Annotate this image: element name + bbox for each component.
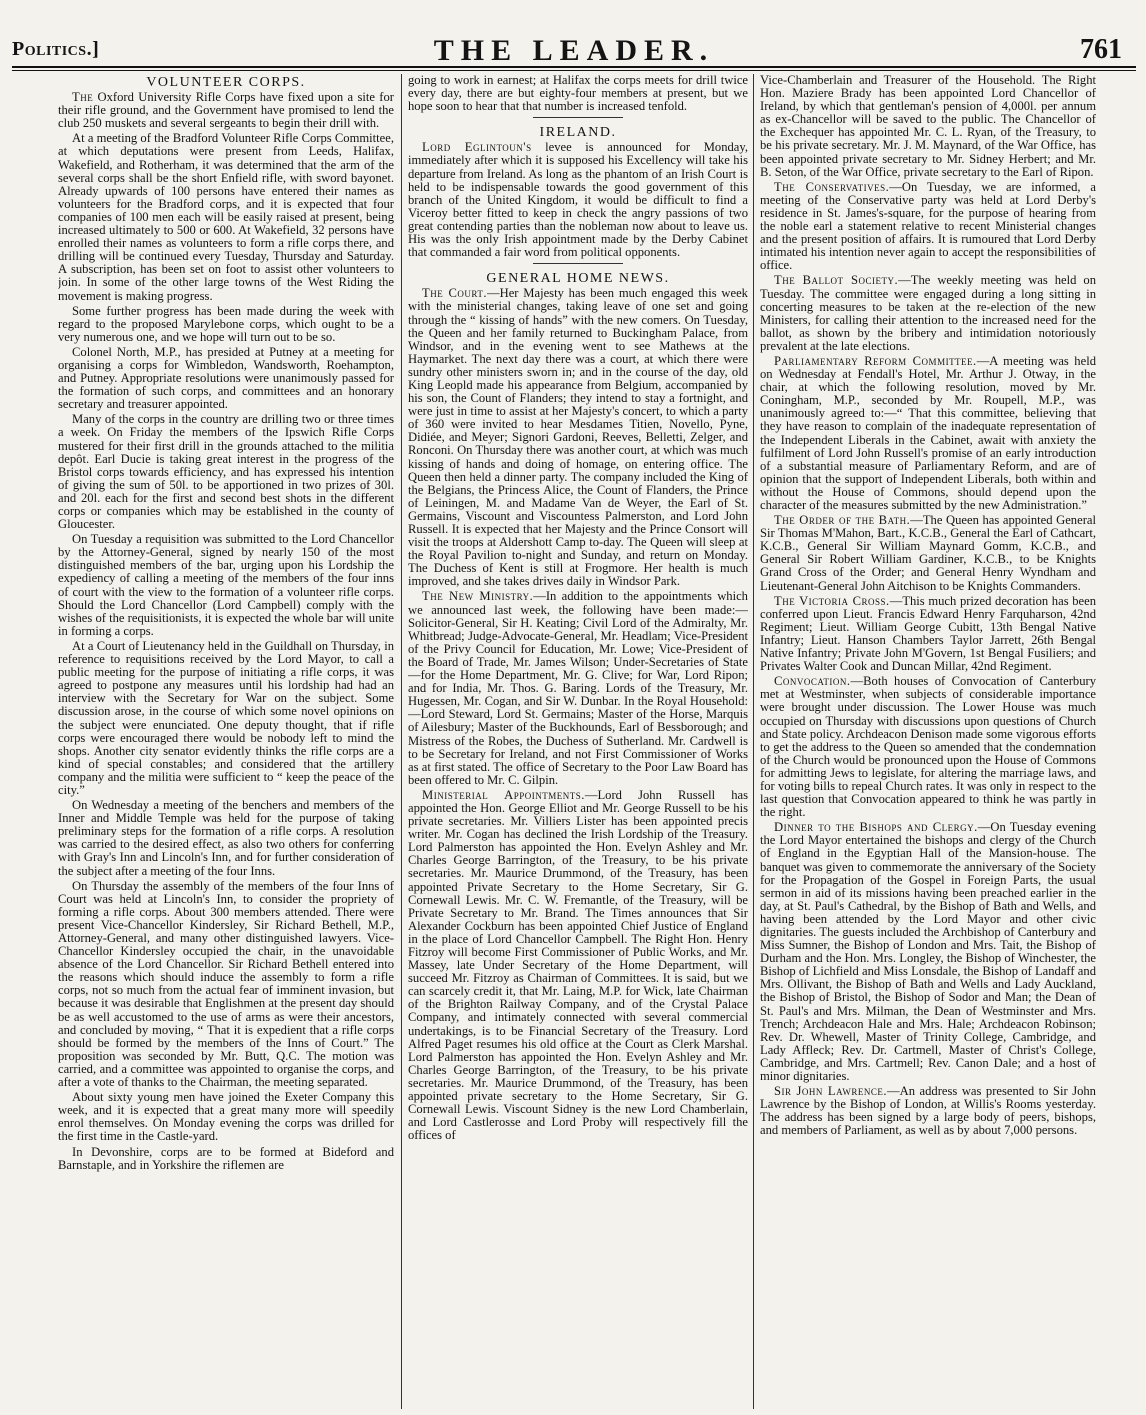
paragraph-lead: The Conservatives. xyxy=(774,179,890,194)
section-label: Politics.] xyxy=(12,38,100,60)
article-paragraph xyxy=(760,1085,1096,1137)
article-paragraph xyxy=(760,821,1096,1083)
masthead-rule-thin xyxy=(12,70,1136,71)
article-paragraph xyxy=(58,413,394,531)
section-heading: VOLUNTEER CORPS. xyxy=(146,75,306,90)
article-paragraph xyxy=(58,305,394,344)
article-paragraph xyxy=(760,74,1096,179)
paragraph-text: —In addition to the appointments which we announced last week, the following have been made:—Solicitor-General, Sir H. Keating; Civil Lord of the Admiralty, Mr. Whitbread; Judge-Advocate-General, Mr. Headlam; Vice-President of the Privy Council for Education, Mr. Lowe; Vice-President of the Board of Trade, Mr. James Wilson; Under-Secretaries of State—for the Home Department, Mr. G. Clive; for War, Lord Ripon; and for India, Mr. Thos. G. Baring. Lords of the Treasury, Mr. Hugessen, Mr. Cogan, and Sir W. Dunbar. In the Royal Household:—Lord Steward, Lord St. Germains; Master of the Horse, Marquis of Ailesbury; Master of the Buckhounds, Earl of Bessborough; and Mistress of the Robes, the Duchess of Sutherland. Mr. Cardwell is to be Secretary for Ireland, and not First Commissioner of Works as at first stated. The office of Secretary to the Poor Law Board has been offered to Mr. C. Gilpin. xyxy=(408,589,748,787)
paragraph-text: About sixty young men have joined the Exeter Company this week, and it is expected that a great many more will speedily enrol themselves. On Monday evening the corps was drilled for the first time in the Castle-yard. xyxy=(58,1090,394,1144)
paragraph-text: Colonel North, M.P., has presided at Putney at a meeting for organising a corps for Wimbledon, Wandsworth, Roehampton, and Putney. Appropriate resolutions were unanimously passed for the formation of such corps, and committees and an honorary secretary and treasurer appointed. xyxy=(58,344,394,412)
paragraph-text: —An address was presented to Sir John Lawrence by the Bishop of London, at Willis's Rooms yesterday. The address has been signed by a large body of peers, bishops, and members of Parliament, as well as by about 7,000 persons. xyxy=(760,1084,1096,1138)
paragraph-lead: The Ballot Society. xyxy=(774,273,899,288)
masthead xyxy=(12,6,1136,67)
article-paragraph xyxy=(58,533,394,638)
paragraph-lead: The Order of the Bath. xyxy=(774,513,911,528)
article-paragraph xyxy=(408,74,748,113)
paragraph-text: —Lord John Russell has appointed the Hon. George Elliot and Mr. George Russell to be his private secretaries. Mr. Villiers Lister has been appointed precis writer. Mr. Cogan has declined the Irish Lordship of the Treasury. Lord Palmerston has appointed the Hon. Evelyn Ashley and Mr. Charles George Barrington, of the Treasury, to be his private secretaries. Mr. Maurice Drummond, of the Treasury, has been appointed Private Secretary to the Home Secretary, Sir G. Cornewall Lewis. Mr. C. W. Fremantle, of the Treasury, will be Private Secretary to Mr. Brand. The Times announces that Sir Alexander Cockburn has been appointed Chief Justice of England in the place of Lord Chancellor Campbell. The Right Hon. Henry Fitzroy will become First Commissioner of Public Works, and Mr. Massey, late Under Secretary of the Home Department, will succeed Mr. Fitzroy as Chairman of Committees. It is said, but we can scarcely credit it, that Mr. Laing, M.P. for Wick, late Chairman of the Brighton Railway Company, and of the Crystal Palace Company, and intimately connected with several commercial undertakings, is to be Financial Secretary of the Treasury. Lord Alfred Paget resumes his old office at the Court as Clerk Marshal. Lord Palmerston has appointed the Hon. Evelyn Ashley and Mr. Charles George Barrington, of the Treasury, to be his private secretaries. Mr. Maurice Drummond, of the Treasury, has been appointed private secretary to the Home Secretary, Sir G. Cornewall Lewis. Viscount Sidney is the new Lord Chamberlain, and Lord Castlerosse and Lord Proby will respectively fill the offices of xyxy=(408,787,748,1143)
paragraph-text: —The Queen has appointed General Sir Thomas M'Mahon, Bart., K.C.B., General the Earl of Cathcart, K.C.B., General Sir William Maynard Gomm, K.C.B., and General Sir Robert William Gardiner, K.C.B., to be Knights Grand Cross of the Order; and General Henry Wyndham and Lieutenant-General John Aitchison to be Knights Commanders. xyxy=(760,513,1096,593)
paragraph-lead: Sir John Lawrence. xyxy=(774,1084,888,1099)
paragraph-text: In Devonshire, corps are to be formed at Bideford and Barnstaple, and in Yorkshire the riflemen are xyxy=(58,1144,394,1172)
article-paragraph xyxy=(760,595,1096,674)
article-paragraph xyxy=(58,880,394,1090)
paragraph-lead: The xyxy=(72,90,94,105)
article-paragraph xyxy=(58,132,394,302)
article-paragraph xyxy=(408,789,748,1143)
paragraph-text: On Thursday the assembly of the members of the four Inns of Court was held at Lincoln's Inn, to consider the propriety of forming a rifle corps. About 300 members attended. There were present Vice-Chancellor Kindersley, Sir Richard Bethell, M.P., Attorney-General, and many other distinguished lawyers. Vice-Chancellor Kindersley occupied the chair, in the unavoidable absence of the Lord Chancellor. Sir Richard Bethell entered into the reasons which should induce the assembly to form a rifle corps, not so much from the actual fear of imminent invasion, but because it was desirable that Englishmen at the present day should be as well accustomed to the use of arms as were their ancestors, and concluded by moving, “ That it is expedient that a rifle corps should be formed by the members of the Inns of Court.” The proposition was seconded by Mr. Butt, Q.C. The motion was carried, and a committee was appointed to organise the corps, and after a vote of thanks to the Chairman, the meeting separated. xyxy=(58,878,394,1090)
column-3 xyxy=(760,74,1096,1409)
paragraph-lead: The New Ministry. xyxy=(422,589,534,604)
paragraph-text: At a Court of Lieutenancy held in the Guildhall on Thursday, in reference to requisitions received by the Lord Mayor, to call a public meeting for the purpose of initiating a rifle corps, it was agreed to postpone any measures until his lordship had had an interview with the Secretary for War on the subject. Some discussion arose, in the course of which some novel opinions on the subject were enunciated. One deputy thought, that if rifle corps were encouraged there would be nobody left to mind the shops. Another city senator evidently thinks the rifle corps are a kind of special constables; and considered that the artillery company and the militia were sufficient to “ keep the peace of the city.” xyxy=(58,638,394,797)
paragraph-text: Many of the corps in the country are drilling two or three times a week. On Friday the members of the Ipswich Rifle Corps mustered for their first drill in the grounds attached to the militia depôt. Earl Ducie is taking great interest in the progress of the Bristol corps towards efficiency, and has expressed his intention of giving the sum of 50l. to be apportioned in two prizes of 30l. and 20l. each for the first and second best shots in the different corps or companies which may be established in the county of Gloucester. xyxy=(58,412,394,532)
paragraph-text: —On Tuesday evening the Lord Mayor entertained the bishops and clergy of the Church of England in the Egyptian Hall of the Mansion-house. The banquet was given to commemorate the anniversary of the Society for the Propagation of the Gospel in Foreign Parts, the usual sermon in aid of its missions having been preached earlier in the day, at St. Paul's Cathedral, by the Bishop of Bath and Wells, and having been attended by the Lord Mayor and other civic dignitaries. The guests included the Archbishop of Canterbury and Miss Sumner, the Bishop of London and Mrs. Tait, the Bishop of Durham and the Hon. Mrs. Longley, the Bishop of Winchester, the Bishop of Lichfield and Miss Lonsdale, the Bishop of Landaff and Mrs. Ollivant, the Bishop of Bath and Wells and Lady Auckland, the Bishop of Bristol, the Bishop of Sodor and Man; the Dean of St. Paul's and Mrs. Milman, the Dean of Westminster and Mrs. Trench; Archdeacon Hale and Mrs. Hale; Archdeacon Robinson; Rev. Dr. Whewell, Master of Trinity College, Cambridge, and Lady Affleck; Rev. Dr. Cartmell, Master of Christ's College, Cambridge, and Mrs. Cartmell; Rev. Canon Dale; and a host of minor dignitaries. xyxy=(760,820,1096,1084)
section-heading: GENERAL HOME NEWS. xyxy=(486,271,670,287)
article-paragraph xyxy=(760,355,1096,512)
article-paragraph xyxy=(58,346,394,411)
newspaper-title: THE LEADER. xyxy=(433,34,715,67)
page-number: 761 xyxy=(1080,34,1122,65)
paragraph-text: At a meeting of the Bradford Volunteer Rifle Corps Committee, at which deputations were present from Leeds, Halifax, Wakefield, and Rotherham, it was determined that the arm of the several corps shall be the short Enfield rifle, with sword bayonet. Already upwards of 100 persons have entered their names as volunteers for the Bradford corps, and it is expected that four companies of 100 men each will be easily raised at present, being increased ultimately to 500 or 600. At Wakefield, 32 persons have enrolled their names as volunteers to form a rifle corps there, and drilling will be continued every Tuesday, Thursday and Saturday. A subscription, has been set on foot to assist other volunteers to join. In some of the other large towns of the West Riding the movement is making progress. xyxy=(58,131,394,303)
article-paragraph xyxy=(760,675,1096,819)
heading-rule xyxy=(533,263,623,264)
article-paragraph xyxy=(58,640,394,797)
paragraph-lead: Ministerial Appointments. xyxy=(422,787,585,802)
paragraph-text: going to work in earnest; at Halifax the corps meets for drill twice every day, there are but eighty-four members at present, but we hope soon to hear that that number is increased tenfold. xyxy=(408,74,748,114)
article-paragraph xyxy=(760,274,1096,353)
article-paragraph xyxy=(58,91,394,130)
paragraph-text: Vice-Chamberlain and Treasurer of the Household. The Right Hon. Maziere Brady has been appointed Lord Chancellor of Ireland, by which that gentleman's pension of 4,000l. per annum as ex-Chancellor will be saved to the public. The Chancellor of the Exchequer has appointed Mr. C. L. Ryan, of the Treasury, to be his private secretary. Mr. J. M. Maynard, of the War Office, has been appointed private secretary to Mr. Sidney Herbert; and Mr. B. Seton, of the War Office, private secretary to the Earl of Ripon. xyxy=(760,74,1096,179)
column-1 xyxy=(58,74,394,1409)
paragraph-text: Some further progress has been made during the week with regard to the proposed Marylebone corps, which ought to be a very numerous one, and we hope will turn out to be so. xyxy=(58,303,394,344)
paragraph-text: —Her Majesty has been much engaged this week with the ministerial changes, taking leave of one set and going through the “ kissing of hands” with the new comers. On Tuesday, the Queen and her family returned to Buckingham Palace, from Windsor, and in the evening went to see Mathews at the Haymarket. The next day there was a court, at which there were sundry other ministers sworn in; and in the course of the day, old King Leopld made his appearance from Belgium, accompanied by his son, the Count of Flanders; they intend to stay a fortnight, and were just in time to assist at her Majesty's concert, to which a party of 360 were invited to hear Mesdames Titien, Novello, Pyne, Didiée, and Meyer; Signori Gardoni, Reeves, Belletti, Zelger, and Ronconi. On Thursday there was another court, at which was much kissing of hands and doing of homage, on entering office. The Queen then held a dinner party. The company included the King of the Belgians, the Princess Alice, the Count of Flanders, the Prince of Leiningen, M. and Madame Van de Weyer, the Earl of St. Germains, Viscount and Viscountess Palmerston, and Lord John Russell. It is expected that her Majesty and the Prince Consort will visit the troops at Aldershott Camp to-day. The Queen will sleep at the Royal Pavilion to-night and Sunday, and return on Monday. The Duchess of Kent is still at Frogmore. Her health is much improved, and she takes drives daily in Windsor Park. xyxy=(408,286,748,589)
paragraph-text: Oxford University Rifle Corps have fixed upon a site for their rifle ground, and the Government have promised to lend the club 250 muskets and several sergeants to begin their drill with. xyxy=(58,90,394,131)
column-divider xyxy=(753,74,754,1409)
masthead-rule xyxy=(12,66,1136,68)
article-paragraph xyxy=(408,287,748,588)
section-heading: IRELAND. xyxy=(539,125,617,141)
paragraph-text: —On Tuesday, we are informed, a meeting of the Conservative party was held at Lord Derby's residence in St. James's-square, for the purpose of hearing from the noble earl a statement relative to recent Ministerial changes and the present position of affairs. It is rumoured that Lord Derby intimated his intention never again to accept the responsibilities of office. xyxy=(760,179,1096,273)
paragraph-lead: Parliamentary Reform Committee. xyxy=(774,353,977,368)
article-paragraph xyxy=(58,799,394,878)
paragraph-text: —The weekly meeting was held on Tuesday. The committee were engaged during a long sitting in concerting measures to be taken at the re-election of the new Ministers, for calling their attention to the increased need for the ballot, as shown by the bribery and intimidation notoriously prevalent at the late elections. xyxy=(760,273,1096,353)
paragraph-lead: Convocation. xyxy=(774,674,851,689)
paragraph-text: —Both houses of Convocation of Canterbury met at Westminster, when subjects of considerable importance were brought under discussion. The Lower House was much occupied on Thursday with discussions upon questions of Church and State policy. Archdeacon Denison made some vigorous efforts to get the address to the Queen so amended that the condemnation of the Church would be pronounced upon the House of Commons for admitting Jews to legislate, for altering the marriage laws, and for voting bills to repeal Church rates. It was only in respect to the last question that Convocation appeared to think he was partly in the right. xyxy=(760,674,1096,820)
paragraph-lead: Lord Eglintoun's xyxy=(422,140,532,155)
heading-rule xyxy=(533,117,623,118)
paragraph-lead: The Court. xyxy=(422,286,488,301)
article-paragraph xyxy=(58,1091,394,1143)
paragraph-text: On Tuesday a requisition was submitted to the Lord Chancellor by the Attorney-General, signed by nearly 150 of the most distinguished members of the bar, urging upon his Lordship the expediency of calling a meeting of the members of the four inns of court with the view to the formation of a volunteer rifle corps. Should the Lord Chancellor (Lord Campbell) comply with the wishes of the requisitionists, it is expected the whole bar will unite in forming a corps. xyxy=(58,532,394,638)
article-paragraph xyxy=(408,590,748,786)
column-divider xyxy=(401,74,402,1409)
article-paragraph xyxy=(760,181,1096,273)
article-paragraph xyxy=(58,1146,394,1172)
article-paragraph xyxy=(760,514,1096,593)
paragraph-lead: The Victoria Cross. xyxy=(774,593,890,608)
paragraph-text: levee is announced for Monday, immediately after which it is supposed his Excellency will take his departure from Ireland. As long as the phantom of an Irish Court is held to be indispensable towards the good government of this branch of the United Kingdom, it would be difficult to find a Viceroy better fitted to keep in check the angry passions of two great contending parties than the nobleman now about to leave us. His was the only Irish appointment made by the Derby Cabinet that commanded a fair word from political opponents. xyxy=(408,140,748,260)
paragraph-lead: Dinner to the Bishops and Clergy. xyxy=(774,820,978,835)
article-paragraph xyxy=(408,141,748,259)
paragraph-text: —This much prized decoration has been conferred upon Lieut. Francis Edward Henry Farquharson, 42nd Regiment; Lieut. William George Cubitt, 13th Bengal Native Infantry; Lieut. Hanson Chambers Taylor Jarrett, 26th Bengal Native Infantry; Private John M'Govern, 1st Bengal Fusiliers; and Privates Walter Cook and Duncan Millar, 42nd Regiment. xyxy=(760,593,1096,674)
paragraph-text: On Wednesday a meeting of the benchers and members of the Inner and Middle Temple was held for the purpose of taking preliminary steps for the formation of a rifle corps. A resolution was carried to the desired effect, as also two others for conferring with Gray's Inn and Lincoln's Inn, and for further consideration of the subject after a meeting of the four Inns. xyxy=(58,798,394,878)
column-2 xyxy=(408,74,748,1409)
paragraph-text: —A meeting was held on Wednesday at Fendall's Hotel, Mr. Arthur J. Otway, in the chair, at which the following resolution, moved by Mr. Coningham, M.P., seconded by Mr. Roupell, M.P., was unanimously agreed to:—“ That this committee, believing that they have reason to complain of the inadequate representation of the Independent Liberals in the Cabinet, await with anxiety the fulfilment of Lord John Russell's promise of an early introduction of a substantial measure of Parliamentary Reform, and are of opinion that the support of Independent Liberals, both within and without the House of Commons, should depend upon the character of the measures submitted by the new Administration.” xyxy=(760,353,1096,512)
